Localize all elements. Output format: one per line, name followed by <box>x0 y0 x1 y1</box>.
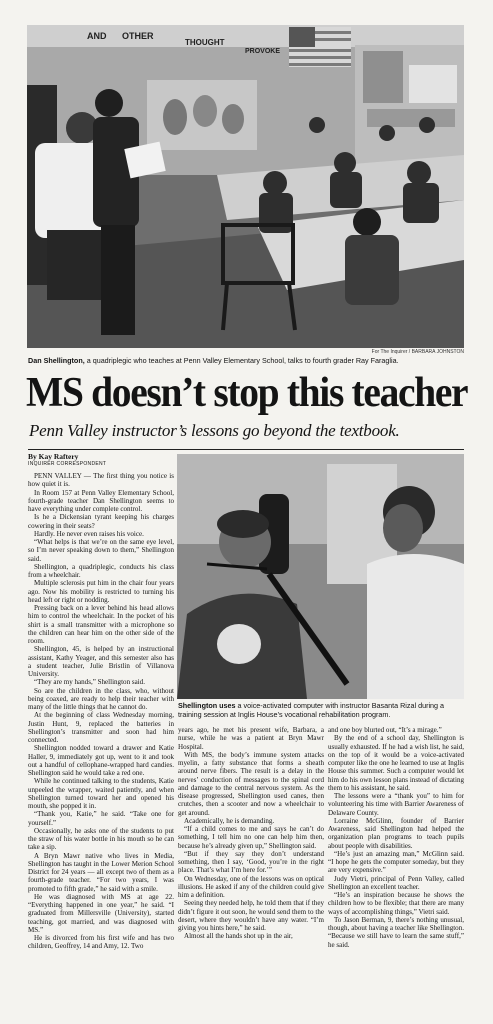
divider <box>28 449 464 450</box>
paragraph: The lessons were a “thank you” to him for volunteering his time with Barrier Awareness of Delaware County. <box>328 792 464 817</box>
paragraph: years ago, he met his present wife, Barbara, a nurse, while he was a patient at Bryn Mawr Hospital. <box>178 726 324 751</box>
training-photo-caption <box>178 700 464 719</box>
paragraph: and one boy blurted out, “It’s a mirage.” <box>328 726 442 734</box>
paragraph: With MS, the body’s immune system attacks myelin, a fatty substance that forms a sheath around nerve fibers. The result is a delay in the nerves’ conduction of messages to the spinal cord and damage to the central nervous system. As the disease progressed, Shellington used canes, then crutches, then a scooter and now a wheelchair to get around. <box>178 750 324 817</box>
paragraph: Pressing back on a lever behind his head allows him to control the wheelchair. In the pocket of his shirt is a small transmitter with a microphone so the children can hear him on the other side of the room. <box>28 604 174 645</box>
paragraph: Seeing they needed help, he told them that if they didn’t figure it out soon, he would send them to the desert, where they wouldn’t have any water. “I’m giving you hints here,” he said. <box>178 899 324 932</box>
paragraph: Shellington, a quadriplegic, conducts his class from a wheelchair. <box>28 562 174 579</box>
paragraph: A Bryn Mawr native who lives in Media, Shellington has taught in the Lower Merion School District for 24 years — all except two of them as a fourth-grade teacher. “For two years, I was promoted to fifth grade,” he said with a smile. <box>28 851 174 893</box>
article-column-1 <box>28 472 174 951</box>
paragraph: “If a child comes to me and says he can’t do something, I tell him no one can help him then, because he’s already given up,” Shellington said. <box>178 825 324 850</box>
article-column-2 <box>178 726 324 941</box>
paragraph: “What helps is that we’re on the same eye level, so I’m never speaking down to them,” Shellington said. <box>28 538 174 563</box>
paragraph: He is divorced from his first wife and has two children, Geoffrey, 14 and Amy, 12. Two <box>28 934 174 951</box>
paragraph: Academically, he is demanding. <box>184 816 275 825</box>
paragraph: On Wednesday, one of the lessons was on optical illusions. He asked if any of the children could give him a definition. <box>178 874 324 899</box>
paragraph: “But if they say they don’t understand something, then I say, ‘Good, you’re in the right place. That’s what I’m here for.’” <box>178 849 324 875</box>
photo-credit: For The Inquirer / BARBARA JOHNSTON <box>371 349 464 355</box>
paragraph: By the end of a school day, Shellington is usually exhausted. If he had a wish list, he said, on the top of it would be a voice-activated computer like the one he learned to use at Inglis House this summer. Such a computer would let him do his own lesson plans instead of dictating them to his assistant, he said. <box>328 734 464 792</box>
subheadline: Penn Valley instructor’s lessons go beyond the textbook. <box>29 421 400 440</box>
training-photo <box>177 454 464 721</box>
paragraph: Is he a Dickensian tyrant keeping his charges cowering in their seats? <box>28 513 174 530</box>
paragraph: Shellington nodded toward a drawer and Katie Haller, 9, immediately got up, went to it and took out a handful of cellophane-wrapped hard candies. Shellington said he would take a red one. <box>28 744 174 777</box>
board-word-other: OTHER <box>122 31 154 41</box>
paragraph: In Room 157 at Penn Valley Elementary School, fourth-grade teacher Dan Shellington seems to have everything under complete control. <box>28 488 174 513</box>
mid-caption-text: a voice-activated computer with instructor Basanta Rizal during a training session at Inglis House’s vocational rehabilitation program. <box>178 701 445 719</box>
paragraph: Lorraine McGlinn, founder of Barrier Awareness, said Shellington had helped the organization plan programs to teach pupils about people with disabilities. <box>328 816 464 850</box>
top-caption-text: a quadriplegic who teaches at Penn Valley Elementary School, talks to fourth grader Ray Faraglia. <box>84 356 399 365</box>
paragraph: He was diagnosed with MS at age 22. “Everything happened in one year,” he said. “I graduated from Millersville (University), started teaching, got married, and was diagnosed with MS.” <box>28 892 174 934</box>
paragraph: Hardly. He never even raises his voice. <box>34 529 144 538</box>
byline <box>28 452 174 467</box>
paragraph: “He’s an inspiration because he shows the children how to be flexible; that there are many ways of accomplishing things,” Vietri said. <box>328 891 464 916</box>
board-word-thought: THOUGHT <box>185 38 225 47</box>
board-word-and: AND <box>87 31 107 41</box>
paragraph: While he continued talking to the students, Katie unpeeled the wrapper, waited patiently, and when Shellington turned toward her and opened his mouth, she popped it in. <box>28 777 174 810</box>
paragraph: “They are my hands,” Shellington said. <box>34 678 145 687</box>
paragraph: Judy Vietri, principal of Penn Valley, called Shellington an excellent teacher. <box>328 874 464 891</box>
paragraph: Almost all the hands shot up in the air, <box>184 932 293 941</box>
paragraph: So are the children in the class, who, without being coaxed, are ready to help their teacher with many of the little things that he cannot do. <box>28 686 174 711</box>
paragraph: At the beginning of class Wednesday morning, Justin Hunt, 9, replaced the batteries in Shellington’s transmitter and soon had him connected. <box>28 711 174 744</box>
paragraph: “Thank you, Katie,” he said. “Take one for yourself.” <box>28 810 174 827</box>
paragraph: Occasionally, he asks one of the students to put the straw of his water bottle in his mouth so he can take a sip. <box>28 826 174 852</box>
mid-caption-lead: Shellington uses <box>178 701 236 710</box>
byline-name: By Kay Raftery <box>28 452 79 461</box>
paragraph: “He’s just an amazing man,” McGlinn said. “I hope he gets the computer someday, but they are very expensive.” <box>328 849 464 875</box>
paragraph: PENN VALLEY — The first thing you notice is how quiet it is. <box>28 472 174 489</box>
top-photo-caption <box>28 357 464 366</box>
headline: MS doesn’t stop this teacher <box>26 370 468 416</box>
article-column-3 <box>328 726 464 949</box>
top-caption-lead: Dan Shellington, <box>28 356 85 365</box>
byline-role: INQUIRER CORRESPONDENT <box>28 461 107 467</box>
classroom-photo <box>27 25 464 348</box>
paragraph: Multiple sclerosis put him in the chair four years ago. Now his mobility is restricted to turning his head left or right or nodding. <box>28 579 174 604</box>
paragraph: Shellington, 45, is helped by an instructional assistant, Kathy Yeager, and this semester also has a student teacher, Julie Bristlin of Villanova University. <box>28 645 174 678</box>
paragraph: To Jason Berman, 9, there’s nothing unusual, though, about having a teacher like Shellington. “Because we still have to learn the same stuff,” he said. <box>328 915 464 949</box>
board-word-provoke: PROVOKE <box>245 48 281 55</box>
